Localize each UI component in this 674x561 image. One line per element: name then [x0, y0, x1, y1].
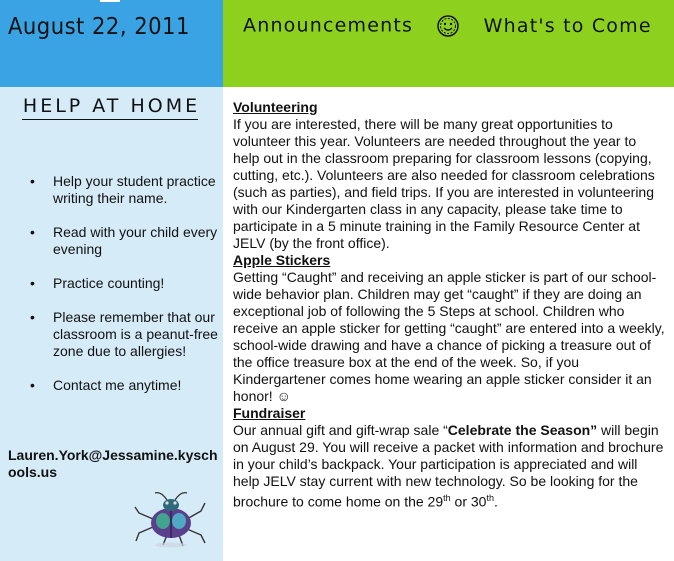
header-mark [100, 0, 120, 2]
list-item: • Please remember that our classroom is a peanut-free zone due to allergies! [20, 309, 220, 360]
banner-title [243, 14, 652, 38]
fundraiser-heading: Fundraiser [233, 405, 306, 421]
apple-stickers-heading: Apple Stickers [233, 252, 331, 268]
newsletter-date: August 22, 2011 [8, 14, 190, 40]
fundraiser-body [233, 422, 665, 511]
banner-announcements: Announcements [243, 14, 414, 37]
fundraiser-end: . [493, 493, 498, 510]
smiley-face-icon [436, 14, 460, 38]
fundraiser-text: will begin on August 29. You will receive a packet with information and brochure in your child’s backpack. Your participation is appreciated and will help JELV stay current with new technology. So be looking for the brochure to come home on the 29 [233, 422, 664, 510]
help-at-home-sidebar [0, 87, 223, 561]
date-header [0, 0, 223, 87]
announcements-content [233, 99, 665, 511]
apple-stickers-body: Getting “Caught” and receiving an apple sticker is part of our school-wide behavior plan. Children may get “caught” if they are doing an exceptional job of following the 5 Steps at school. Children who receive an apple sticker for getting “caught” are entered into a weekly, school-wide drawing and have a chance of picking a treasure out of the office treasure box at the end of the week. So, if you Kindergartener comes home wearing an apple sticker consider it an honor! ☺ [233, 269, 665, 404]
list-item: • Contact me anytime! [20, 377, 220, 394]
sidebar-title: HELP AT HOME [22, 95, 201, 117]
list-item: • Read with your child every evening [20, 224, 220, 258]
list-item: • Practice counting! [20, 275, 220, 292]
banner-header [223, 0, 674, 87]
date-suffix: th [486, 493, 494, 503]
volunteering-heading: Volunteering [233, 99, 318, 115]
contact-email: Lauren.York@Jessamine.kyschools.us [8, 447, 218, 480]
volunteering-body: If you are interested, there will be many great opportunities to volunteer this year. Volunteers are needed throughout the year to help out in the classroom preparing for classroom lessons (copying, cutting, etc.). Volunteers are also needed for classroom celebrations (such as parties), and field trips. If you are interested in volunteering with our Kindergarten class in any capacity, please take time to participate in a 5 minute training in the Family Resource Center at JELV (by the front office). [233, 116, 655, 251]
tips-list [20, 173, 220, 411]
bug-illustration [133, 489, 209, 549]
sale-name: Celebrate the Season” [447, 422, 598, 438]
banner-whats-to-come: What's to Come [483, 14, 652, 37]
date-suffix: th [443, 493, 451, 503]
list-item: • Help your student practice writing their name. [20, 173, 220, 207]
fundraiser-intro: Our annual gift and gift-wrap sale “ [233, 422, 448, 438]
title-underline [22, 119, 198, 120]
fundraiser-or: or 30 [450, 493, 487, 510]
